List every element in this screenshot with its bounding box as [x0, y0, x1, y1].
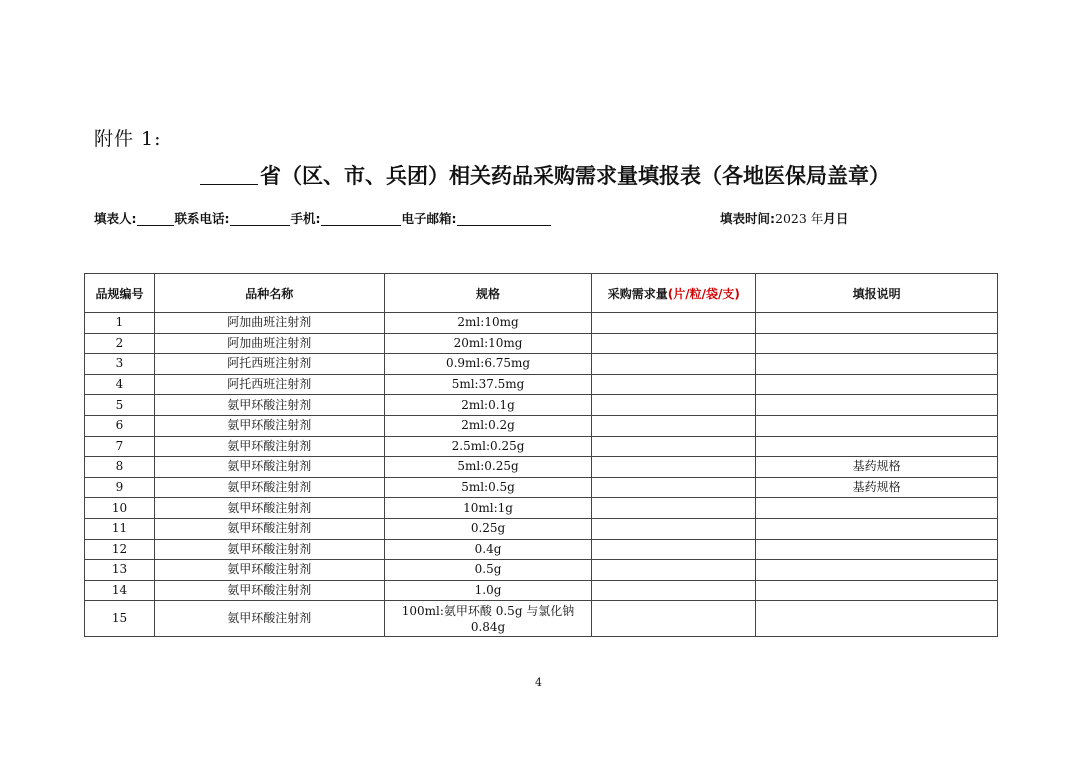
- cell-code: 9: [85, 477, 155, 498]
- header-demand-label: 采购需求量: [607, 286, 668, 301]
- cell-demand-input[interactable]: [592, 354, 756, 375]
- cell-note: [756, 354, 998, 375]
- cell-name: 氨甲环酸注射剂: [154, 395, 384, 416]
- cell-spec: 0.9ml:6.75mg: [384, 354, 592, 375]
- attachment-label: 附件 1:: [94, 128, 162, 150]
- fill-in-row: [94, 209, 552, 227]
- filler-label: 填表人:: [94, 211, 137, 226]
- cell-note: [756, 580, 998, 601]
- cell-note: [756, 436, 998, 457]
- cell-name: 阿托西班注射剂: [154, 354, 384, 375]
- cell-demand-input[interactable]: [592, 333, 756, 354]
- cell-note: [756, 518, 998, 539]
- cell-spec: 2ml:0.1g: [384, 395, 592, 416]
- cell-code: 10: [85, 498, 155, 519]
- cell-code: 11: [85, 518, 155, 539]
- cell-name: 阿加曲班注射剂: [154, 333, 384, 354]
- table-row: [85, 539, 998, 560]
- demand-table: [84, 273, 998, 637]
- province-blank[interactable]: [200, 164, 258, 185]
- table-row: [85, 415, 998, 436]
- page-number: 4: [535, 676, 542, 689]
- cell-demand-input[interactable]: [592, 374, 756, 395]
- cell-note: [756, 374, 998, 395]
- title-text: 省（区、市、兵团）相关药品采购需求量填报表（各地医保局盖章）: [260, 164, 890, 188]
- cell-note: [756, 415, 998, 436]
- cell-code: 12: [85, 539, 155, 560]
- page-title: [200, 160, 890, 190]
- phone-label: 联系电话:: [174, 211, 230, 226]
- cell-spec: 2ml:10mg: [384, 313, 592, 334]
- cell-name: 阿托西班注射剂: [154, 374, 384, 395]
- table-row: [85, 518, 998, 539]
- cell-spec: 10ml:1g: [384, 498, 592, 519]
- cell-demand-input[interactable]: [592, 580, 756, 601]
- date-block: [720, 209, 848, 227]
- table-row: [85, 354, 998, 375]
- cell-note: [756, 601, 998, 637]
- filler-blank[interactable]: [137, 212, 174, 226]
- cell-note: 基药规格: [756, 457, 998, 478]
- cell-demand-input[interactable]: [592, 415, 756, 436]
- mobile-label: 手机:: [290, 211, 321, 226]
- cell-demand-input[interactable]: [592, 560, 756, 581]
- table-row: [85, 601, 998, 637]
- cell-name: 氨甲环酸注射剂: [154, 580, 384, 601]
- cell-spec-line1: 100ml:氨甲环酸 0.5g 与氯化钠: [401, 603, 575, 618]
- cell-code: 7: [85, 436, 155, 457]
- cell-demand-input[interactable]: [592, 539, 756, 560]
- cell-note: 基药规格: [756, 477, 998, 498]
- header-demand-unit: (片/粒/袋/支): [667, 286, 740, 301]
- cell-code: 8: [85, 457, 155, 478]
- email-blank[interactable]: [457, 212, 551, 226]
- header-spec: 规格: [384, 274, 592, 313]
- cell-name: 阿加曲班注射剂: [154, 313, 384, 334]
- cell-demand-input[interactable]: [592, 518, 756, 539]
- header-code: 品规编号: [85, 274, 155, 313]
- cell-spec: [384, 601, 592, 637]
- cell-name: 氨甲环酸注射剂: [154, 477, 384, 498]
- cell-note: [756, 560, 998, 581]
- cell-spec: 5ml:0.5g: [384, 477, 592, 498]
- cell-spec: 1.0g: [384, 580, 592, 601]
- cell-name: 氨甲环酸注射剂: [154, 436, 384, 457]
- cell-name: 氨甲环酸注射剂: [154, 560, 384, 581]
- email-label: 电子邮箱:: [401, 211, 457, 226]
- cell-code: 3: [85, 354, 155, 375]
- cell-name: 氨甲环酸注射剂: [154, 601, 384, 637]
- cell-name: 氨甲环酸注射剂: [154, 457, 384, 478]
- mobile-blank[interactable]: [321, 212, 401, 226]
- cell-spec: 5ml:0.25g: [384, 457, 592, 478]
- cell-code: 2: [85, 333, 155, 354]
- phone-blank[interactable]: [230, 212, 290, 226]
- header-demand: [592, 274, 756, 313]
- cell-demand-input[interactable]: [592, 436, 756, 457]
- cell-spec: 5ml:37.5mg: [384, 374, 592, 395]
- cell-code: 1: [85, 313, 155, 334]
- date-label: 填表时间:: [720, 211, 775, 226]
- cell-note: [756, 395, 998, 416]
- table-row: [85, 498, 998, 519]
- cell-spec: 0.5g: [384, 560, 592, 581]
- cell-spec: 0.25g: [384, 518, 592, 539]
- cell-demand-input[interactable]: [592, 601, 756, 637]
- cell-code: 14: [85, 580, 155, 601]
- cell-name: 氨甲环酸注射剂: [154, 518, 384, 539]
- table-header-row: [85, 274, 998, 313]
- date-day: 日: [835, 211, 849, 226]
- cell-spec: 2.5ml:0.25g: [384, 436, 592, 457]
- cell-demand-input[interactable]: [592, 477, 756, 498]
- cell-name: 氨甲环酸注射剂: [154, 539, 384, 560]
- cell-note: [756, 333, 998, 354]
- cell-code: 6: [85, 415, 155, 436]
- cell-note: [756, 539, 998, 560]
- cell-name: 氨甲环酸注射剂: [154, 498, 384, 519]
- cell-code: 5: [85, 395, 155, 416]
- cell-name: 氨甲环酸注射剂: [154, 415, 384, 436]
- table-row: [85, 313, 998, 334]
- cell-demand-input[interactable]: [592, 395, 756, 416]
- header-name: 品种名称: [154, 274, 384, 313]
- table-row: [85, 436, 998, 457]
- table-row: [85, 560, 998, 581]
- cell-note: [756, 498, 998, 519]
- cell-note: [756, 313, 998, 334]
- cell-spec: 2ml:0.2g: [384, 415, 592, 436]
- cell-code: 15: [85, 601, 155, 637]
- table-row: [85, 580, 998, 601]
- table-row: [85, 395, 998, 416]
- table-row: [85, 457, 998, 478]
- table-row: [85, 477, 998, 498]
- cell-demand-input[interactable]: [592, 457, 756, 478]
- cell-code: 4: [85, 374, 155, 395]
- cell-spec: 0.4g: [384, 539, 592, 560]
- table-row: [85, 333, 998, 354]
- date-month: 月: [823, 211, 836, 226]
- header-note: 填报说明: [756, 274, 998, 313]
- cell-code: 13: [85, 560, 155, 581]
- cell-demand-input[interactable]: [592, 313, 756, 334]
- cell-demand-input[interactable]: [592, 498, 756, 519]
- cell-spec: 20ml:10mg: [384, 333, 592, 354]
- cell-spec-line2: 0.84g: [470, 619, 506, 634]
- date-year: 2023 年: [775, 211, 824, 226]
- table-row: [85, 374, 998, 395]
